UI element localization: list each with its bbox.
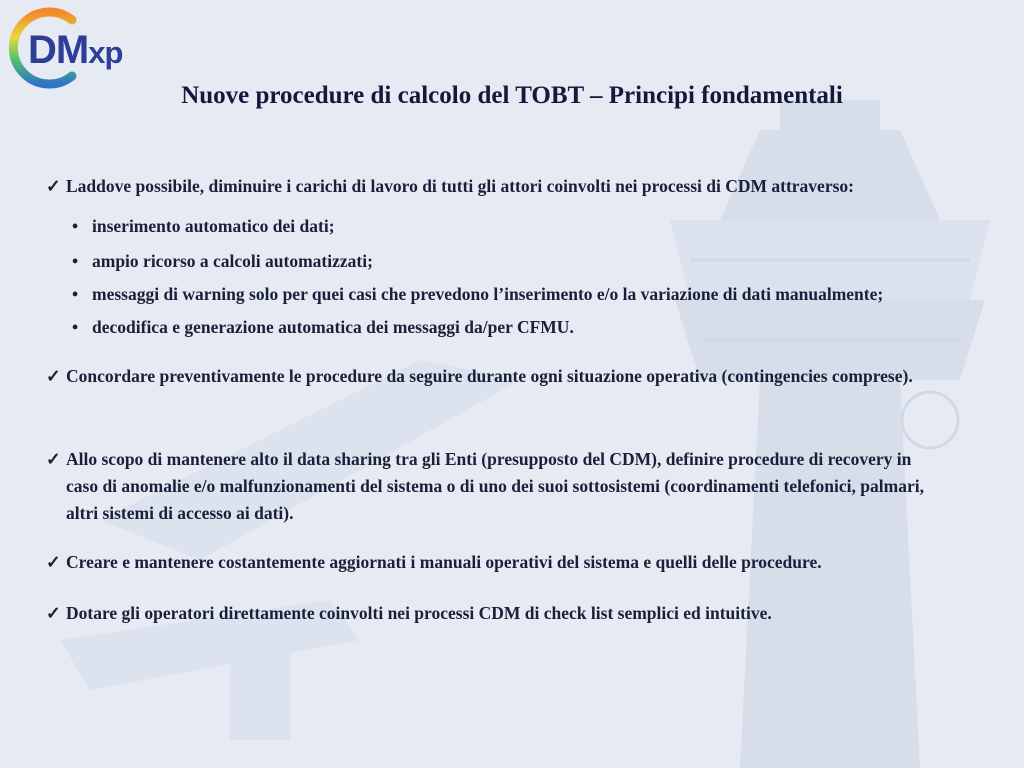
sub-item-3 (72, 281, 883, 308)
bullet-text-4: Creare e mantenere costantemente aggiornati i manuali operativi del sistema e quelli delle procedure. (66, 552, 822, 572)
logo-suffix-text: xp (88, 35, 123, 70)
page-title: Nuove procedure di calcolo del TOBT – Principi fondamentali (181, 82, 843, 109)
checkmark-icon: ✓ (46, 366, 61, 386)
bullet-text-5: Dotare gli operatori direttamente coinvolti nei processi CDM di check list semplici ed intuitive. (66, 603, 772, 623)
checkmark-icon: ✓ (46, 552, 61, 572)
bullet-dot-icon: • (72, 284, 79, 304)
sub-item-2 (72, 248, 373, 275)
bullet-text-2: Concordare preventivamente le procedure da seguire durante ogni situazione operativa (contingencies comprese). (66, 366, 913, 386)
sub-item-4 (72, 314, 574, 341)
sub-item-text-3: messaggi di warning solo per quei casi che prevedono l’inserimento e/o la variazione di dati manualmente; (92, 284, 884, 304)
bullet-dot-icon: • (72, 216, 79, 236)
checkmark-icon: ✓ (46, 603, 61, 623)
bullet-text-1: Laddove possibile, diminuire i carichi di lavoro di tutti gli attori coinvolti nei processi di CDM attraverso: (66, 176, 854, 196)
sub-item-text-1: inserimento automatico dei dati; (92, 216, 335, 236)
logo-main-text: DM (28, 28, 89, 72)
bullet-dot-icon: • (72, 251, 79, 271)
check-bullet-5 (46, 600, 976, 627)
sub-item-text-2: ampio ricorso a calcoli automatizzati; (92, 251, 373, 271)
bullet-text-3: Allo scopo di mantenere alto il data sharing tra gli Enti (presupposto del CDM), definire procedure di recovery in caso di anomalie e/o malfunzionamenti del sistema o di uno dei suoi sottosistemi (coordinamenti telefonici, palmari, altri sistemi di accesso ai dati). (66, 449, 924, 523)
dmxp-logo (6, 6, 146, 90)
checkmark-icon: ✓ (46, 176, 61, 196)
check-bullet-2 (46, 363, 926, 390)
check-bullet-4 (46, 549, 976, 576)
bullet-dot-icon: • (72, 317, 79, 337)
check-bullet-3 (46, 446, 926, 527)
checkmark-icon: ✓ (46, 449, 61, 469)
sub-item-1 (72, 213, 335, 240)
sub-item-text-4: decodifica e generazione automatica dei messaggi da/per CFMU. (92, 317, 574, 337)
check-bullet-1 (46, 173, 976, 200)
